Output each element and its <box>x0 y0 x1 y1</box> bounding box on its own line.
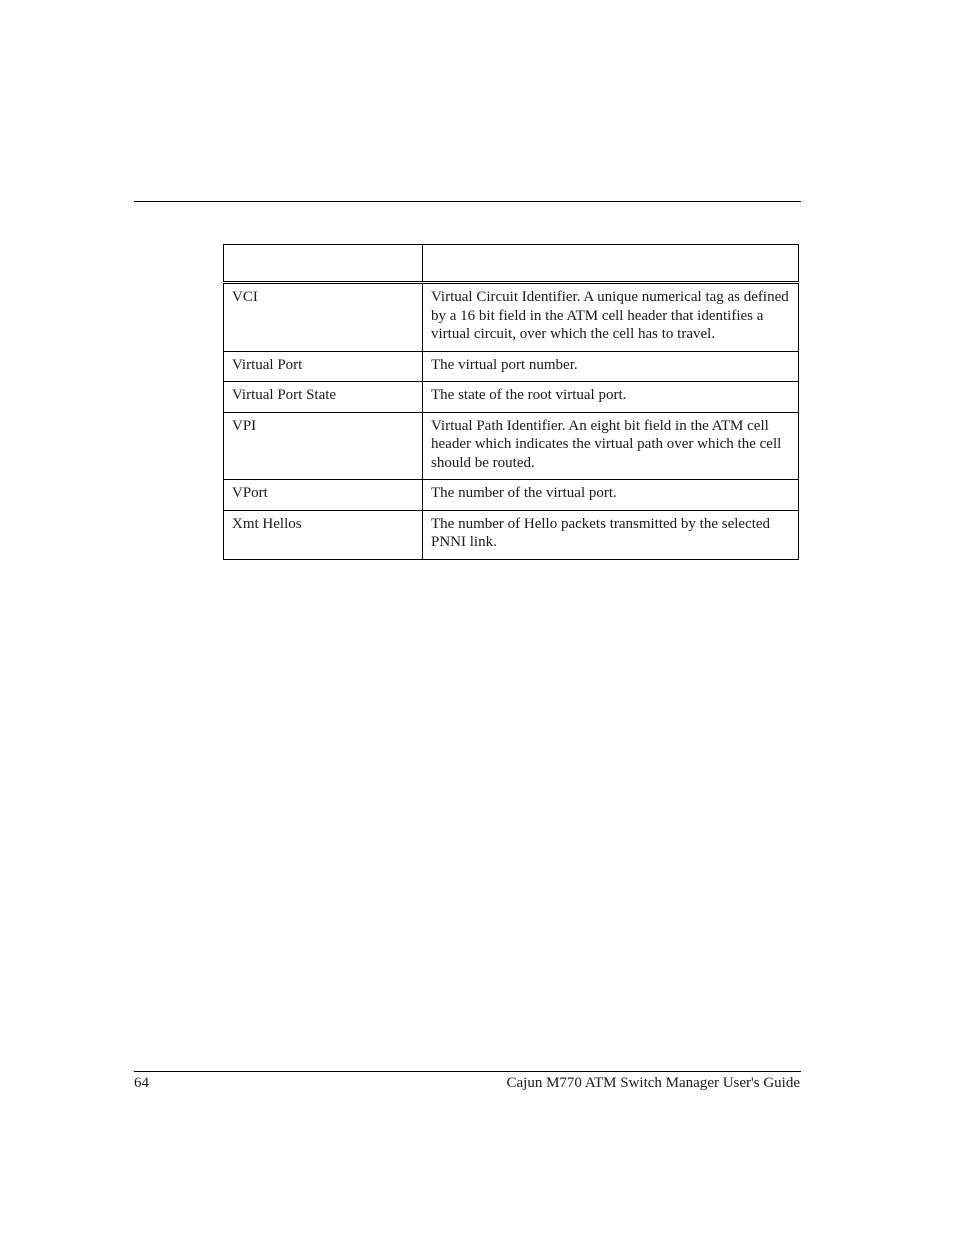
footer-rule <box>134 1071 801 1072</box>
definition-cell: The number of Hello packets transmitted by the selected PNNI link. <box>423 510 799 559</box>
definition-cell: Virtual Path Identifier. An eight bit field in the ATM cell header which indicates the virtual path over which the cell should be routed. <box>423 412 799 480</box>
table-header-row <box>224 245 799 283</box>
term-cell: VPort <box>224 480 423 511</box>
term-cell: VCI <box>224 283 423 352</box>
definition-cell: The number of the virtual port. <box>423 480 799 511</box>
glossary-table <box>223 244 799 560</box>
document-title: Cajun M770 ATM Switch Manager User's Guide <box>506 1075 800 1091</box>
table-row <box>224 351 799 382</box>
table-row <box>224 412 799 480</box>
definition-cell: The virtual port number. <box>423 351 799 382</box>
term-cell: VPI <box>224 412 423 480</box>
table-row <box>224 382 799 413</box>
header-cell-definition <box>423 245 799 283</box>
table-row <box>224 480 799 511</box>
term-cell: Xmt Hellos <box>224 510 423 559</box>
table-row <box>224 283 799 352</box>
header-rule <box>134 201 801 202</box>
page-number: 64 <box>134 1075 149 1091</box>
term-cell: Virtual Port State <box>224 382 423 413</box>
term-cell: Virtual Port <box>224 351 423 382</box>
definition-cell: Virtual Circuit Identifier. A unique numerical tag as defined by a 16 bit field in the ATM cell header that identifies a virtual circuit, over which the cell has to travel. <box>423 283 799 352</box>
definition-cell: The state of the root virtual port. <box>423 382 799 413</box>
header-cell-term <box>224 245 423 283</box>
table-row <box>224 510 799 559</box>
